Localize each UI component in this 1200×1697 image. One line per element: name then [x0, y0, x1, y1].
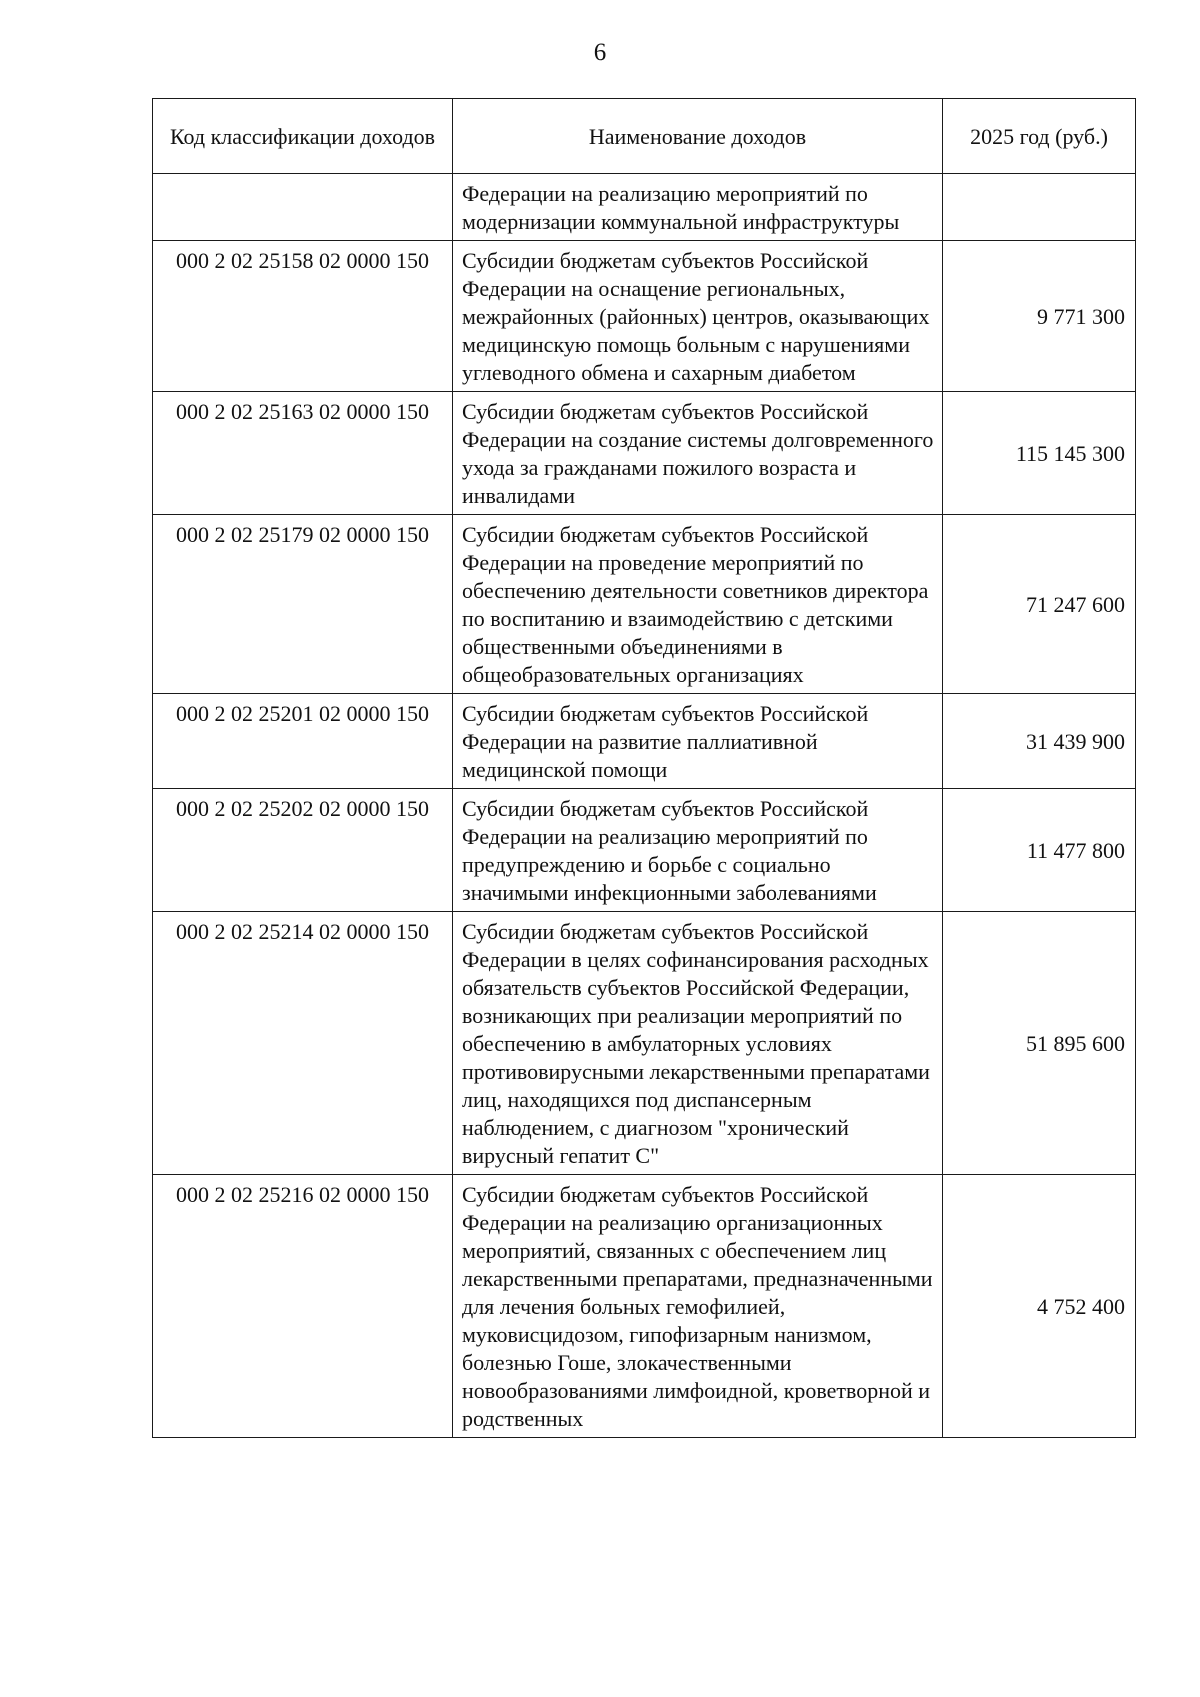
table-header — [153, 99, 1136, 174]
row-name: Федерации на реализацию мероприятий по модернизации коммунальной инфраструктуры — [453, 174, 943, 241]
row-code: 000 2 02 25216 02 0000 150 — [153, 1175, 453, 1438]
row-name: Субсидии бюджетам субъектов Российской Федерации на оснащение региональных, межрайонных (районных) центров, оказывающих медицинскую помощь больным с нарушениями углеводного обмена и сахарным диабетом — [453, 241, 943, 392]
row-amount: 31 439 900 — [943, 694, 1136, 789]
header-amount: 2025 год (руб.) — [943, 99, 1136, 174]
row-code: 000 2 02 25163 02 0000 150 — [153, 392, 453, 515]
row-amount — [943, 174, 1136, 241]
row-name: Субсидии бюджетам субъектов Российской Федерации на создание системы долговременного ухода за гражданами пожилого возраста и инвалидами — [453, 392, 943, 515]
row-code: 000 2 02 25214 02 0000 150 — [153, 912, 453, 1175]
page-number: 6 — [593, 39, 607, 66]
header-row — [153, 99, 1136, 174]
row-code: 000 2 02 25201 02 0000 150 — [153, 694, 453, 789]
table-row — [153, 392, 1136, 515]
row-amount: 11 477 800 — [943, 789, 1136, 912]
header-code: Код классификации доходов — [153, 99, 453, 174]
row-amount: 115 145 300 — [943, 392, 1136, 515]
row-name: Субсидии бюджетам субъектов Российской Федерации на реализацию мероприятий по предупреждению и борьбе с социально значимыми инфекционными заболеваниями — [453, 789, 943, 912]
table-body — [153, 174, 1136, 1438]
row-amount: 71 247 600 — [943, 515, 1136, 694]
row-name: Субсидии бюджетам субъектов Российской Федерации на проведение мероприятий по обеспечению деятельности советников директора по воспитанию и взаимодействию с детскими общественными объединениями в общеобразовательных организациях — [453, 515, 943, 694]
row-amount: 4 752 400 — [943, 1175, 1136, 1438]
table-row — [153, 515, 1136, 694]
table-row — [153, 789, 1136, 912]
row-amount: 51 895 600 — [943, 912, 1136, 1175]
table-row — [153, 1175, 1136, 1438]
row-name: Субсидии бюджетам субъектов Российской Федерации на развитие паллиативной медицинской помощи — [453, 694, 943, 789]
table-row — [153, 912, 1136, 1175]
table-row — [153, 241, 1136, 392]
row-code: 000 2 02 25202 02 0000 150 — [153, 789, 453, 912]
revenue-table — [152, 98, 1136, 1438]
header-name: Наименование доходов — [453, 99, 943, 174]
row-code: 000 2 02 25179 02 0000 150 — [153, 515, 453, 694]
row-amount: 9 771 300 — [943, 241, 1136, 392]
row-code: 000 2 02 25158 02 0000 150 — [153, 241, 453, 392]
row-name: Субсидии бюджетам субъектов Российской Федерации на реализацию организационных мероприятий, связанных с обеспечением лиц лекарственными препаратами, предназначенными для лечения больных гемофилией, муковисцидозом, гипофизарным нанизмом, болезнью Гоше, злокачественными новообразованиями лимфоидной, кроветворной и родственных — [453, 1175, 943, 1438]
row-name: Субсидии бюджетам субъектов Российской Федерации в целях софинансирования расходных обязательств субъектов Российской Федерации, возникающих при реализации мероприятий по обеспечению в амбулаторных условиях противовирусными лекарственными препаратами лиц, находящихся под диспансерным наблюдением, с диагнозом "хронический вирусный гепатит С" — [453, 912, 943, 1175]
table-row — [153, 174, 1136, 241]
table-row — [153, 694, 1136, 789]
row-code — [153, 174, 453, 241]
